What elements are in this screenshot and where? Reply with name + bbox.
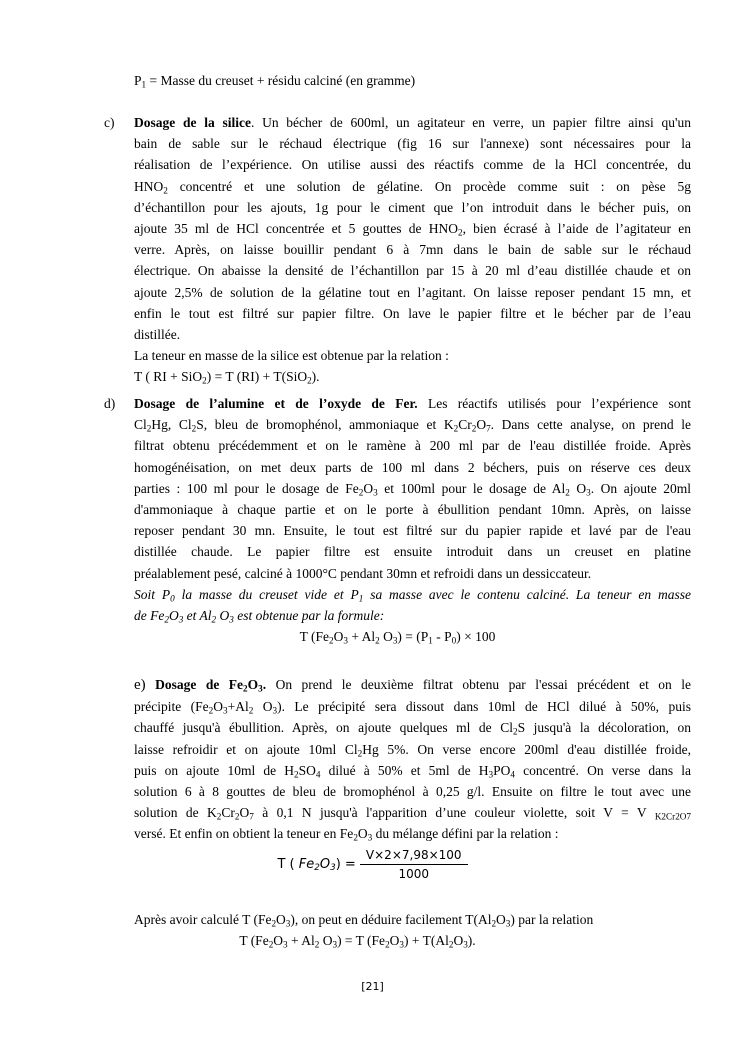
section-e-label: e): [134, 677, 146, 693]
page-number: [21]: [361, 980, 384, 993]
section-c-line: réalisation de l’expérience. On utilise aussi des réactifs comme de la HCl concentrée, du: [134, 157, 691, 173]
section-d-line: homogénéisation, on met deux parts de 100 ml dans 2 béchers, puis on réserve ces deux: [134, 459, 691, 475]
section-c-line: électrique. On abaisse la densité de l’échantillon par 15 à 20 ml d’eau distillée chaude et on: [134, 263, 691, 279]
section-c-line: ajoute 35 ml de HCl concentrée et 5 gouttes de $HNO_2$, bien écrasé à l’aide de l’agitateur en: [134, 221, 692, 238]
section-e-line: solution de $K_2Cr_2O_7$ à 0,1 N jusqu'à l'apparition d’une couleur violette, soit V = V $_{K2Cr2O7}$: [134, 805, 691, 822]
section-c-line: enfin le tout est filtré sur papier filtre. On lave le papier filtre et le bécher par de l’eau: [134, 305, 691, 321]
section-d-line: filtrat obtenu précédemment et on le ramène à 200 ml par de l'eau distillée froide. Après: [134, 438, 691, 454]
section-e-line: laisse refroidir et on ajoute 10ml $Cl_2Hg$ 5%. On verse encore 200ml d'eau distillée froide,: [134, 741, 692, 758]
section-c-line: distillée.: [134, 327, 181, 343]
section-e-line: puis on ajoute 10ml de $H_2SO_4$ dilué à 50% et 5ml de $H_3PO_4$ concentré. On verse dans la: [134, 762, 692, 780]
section-c-line: Dosage de la silice. Un bécher de 600ml, un agitateur en verre, un papier filtre ainsi qu'un: [134, 115, 691, 130]
section-e-title: Dosage de $Fe_2O_3$.: [155, 677, 267, 694]
section-d-line: préalablement pesé, calciné à 1000°C pendant 30mn et refroidi dans un dessiccateur.: [134, 565, 592, 581]
section-e-line: chauffé jusqu'à ébullition. Après, on ajoute quelques ml de $Cl_2S$ jusqu'à la décoloration, on: [134, 720, 691, 737]
section-c-line: ajoute 2,5% de solution de la gélatine tout en l’agitant. On laisse reposer pendant 15 mn, et: [134, 284, 691, 300]
section-c-line: verre. Après, on laisse bouillir pendant 6 à 7mn dans le bain de sable sur le réchaud: [134, 242, 691, 258]
fe2o3-fraction: [360, 848, 468, 881]
section-d-line: reposer pendant 30 mn. Ensuite, le tout est filtré sur du papier rapide et lavé par de l'eau: [134, 523, 691, 539]
final-line: Après avoir calculé T $(Fe_2O_3)$, on peut en déduire facilement $T(Al_2O_3)$ par la relation: [134, 912, 594, 929]
section-e-line: versé. Et enfin on obtient la teneur en $Fe_2O_3$ du mélange défini par la relation :: [134, 826, 559, 843]
section-e-line: solution 6 à 8 gouttes de bleu de bromophénol à 0,25 g/l. Ensuite on filtre le tout avec une: [134, 784, 691, 800]
section-d-line: parties : 100 ml pour le dosage de $Fe_2O_3$ et 100ml pour le dosage de $Al_2$ $O_3$. On ajoute 20ml: [134, 480, 691, 498]
section-c-label: c): [104, 115, 115, 130]
section-c-line: bain de sable sur le réchaud électrique (fig 16 sur l'annexe) sont nécessaires pour la: [134, 136, 691, 152]
section-d-italic-line: Soit $P_0$ la masse du creuset vide et $P_1$ sa masse avec le contenu calciné. La teneur en masse: [134, 586, 692, 604]
section-d-label: d): [104, 396, 116, 411]
section-d-italic-line: de $Fe_2O_3$ et $Al_2$ $O_3$ est obtenue par la formule:: [134, 608, 385, 625]
silica-relation: T ( RI + SiO$_2$) = T (RI) + T(SiO$_2$).: [134, 369, 320, 386]
fe2o3-numerator: V×2×7,98×100: [360, 848, 468, 865]
section-c-line: $HNO_2$ concentré et une solution de gélatine. On procède comme suit : on pèse 5g: [134, 178, 691, 195]
alumina-iron-formula: T ($Fe_2O_3 + Al_2$ $O_3) = (P_1 - P_0) \times 100$: [299, 629, 496, 646]
fe2o3-equation-lhs: T ( $Fe_2O_3$) =: [277, 857, 360, 874]
section-c-title: Dosage de la silice: [134, 115, 251, 130]
section-c-line: d’échantillon pour les ajouts, 1g pour le ciment que l’on introduit dans le bécher puis, on: [134, 199, 691, 215]
section-d-line: $Cl_2Hg$, $Cl_2S$, bleu de bromophénol, ammoniaque et $K_2Cr_2O_7$. Dans cette analyse, on prend le: [134, 417, 692, 434]
fe2o3-equation: [0, 848, 745, 881]
final-paragraph: [134, 909, 691, 951]
section-e-line: e) Dosage de $Fe_2O_3$. On prend le deuxième filtrat obtenu par l'essai précédent et on le: [134, 677, 691, 694]
section-d-line: distillée chaude. Le papier filtre est ensuite introduit dans un creuset en platine: [134, 544, 691, 560]
section-e-body: [134, 674, 691, 845]
p1-definition: $P_1$ = Masse du creuset + résidu calciné (en gramme): [134, 73, 416, 90]
section-d-body: [134, 393, 691, 647]
section-d-title: Dosage de l’alumine et de l’oxyde de Fer.: [134, 396, 418, 411]
section-e-line: précipite ($Fe_2O_3+Al_2$ $O_3$). Le précipité sera dissout dans 10ml de HCl dilué à 50%, puis: [134, 699, 691, 716]
silica-relation-intro: La teneur en masse de la silice est obtenue par la relation :: [134, 348, 449, 364]
section-c-body: [134, 112, 691, 388]
final-formula: T ($Fe_2O_3 + Al_2$ $O_3) = T$ $(Fe_2O_3) + T(Al_2O_3)$.: [239, 933, 476, 950]
fe2o3-denominator: 1000: [398, 867, 430, 881]
section-d-line: d'ammoniaque à chaque partie et on le porte à ébullition pendant 10mn. Après, on laisse: [134, 502, 691, 518]
section-d-line: Dosage de l’alumine et de l’oxyde de Fer. Les réactifs utilisés pour l’expérience sont: [134, 396, 691, 411]
